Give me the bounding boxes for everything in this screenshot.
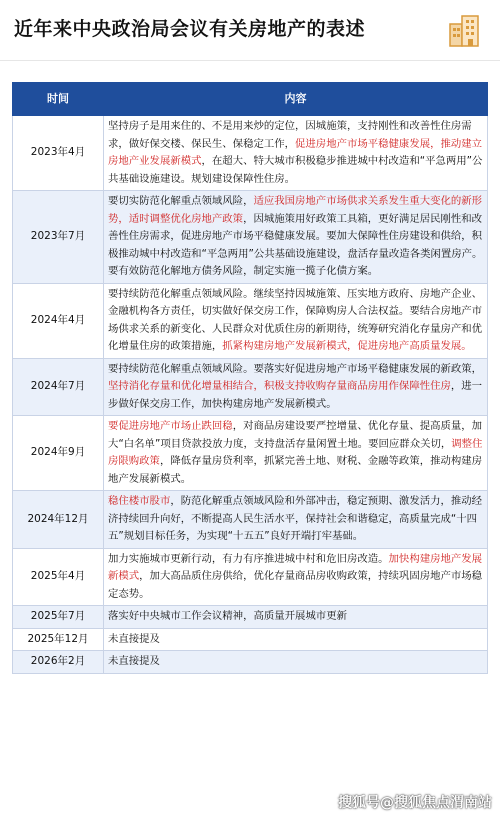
- highlighted-text: 稳住楼市股市: [108, 495, 171, 507]
- table-body: [13, 116, 488, 674]
- table-row: [13, 606, 488, 629]
- content-text: ，降低存量房贷利率，抓紧完善土地、财税、金融等政策，推动构建房地产发展新模式。: [108, 455, 483, 485]
- title-bar: [0, 0, 500, 61]
- table-row: [13, 283, 488, 358]
- page-title: 近年来中央政治局会议有关房地产的表述: [14, 18, 366, 40]
- content-text: ，因城施策用好政策工具箱，更好满足居民刚性和改善性住房需求，促进房地产市场平稳健康发展。要加大保障性住房建设和供给，积极推动城中村改造和“平急两用”公共基础设施建设，盘活存量改造各类闲置房产。要有效防范化解地方债务风险，制定实施一揽子化债方案。: [108, 212, 483, 277]
- row-content: [104, 628, 488, 651]
- table-row: [13, 116, 488, 191]
- highlighted-text: 适应我国房地产市场供求关系发生重大变化的新形势，适时调整优化房地产政策: [108, 195, 483, 225]
- highlighted-text: 调整住房限购政策: [108, 437, 483, 467]
- row-time: 2024年12月: [13, 491, 104, 549]
- table-row: [13, 651, 488, 674]
- row-content: [104, 191, 488, 284]
- table-row: [13, 491, 488, 549]
- content-text: 坚持房子是用来住的、不是用来炒的定位，因城施策，支持刚性和改善性住房需求，做好保交楼、保民生、保稳定工作，: [108, 120, 472, 150]
- highlighted-text: 抓紧构建房地产发展新模式，促进房地产高质量发展。: [222, 340, 472, 352]
- table-row: [13, 191, 488, 284]
- highlighted-text: 坚持消化存量和优化增量相结合，积极支持收购存量商品房用作保障性住房: [108, 380, 451, 392]
- row-time: 2024年7月: [13, 358, 104, 416]
- table-row: [13, 358, 488, 416]
- content-text: 要持续防范化解重点领域风险。继续坚持因城施策、压实地方政府、房地产企业、金融机构各方责任，切实做好保交房工作，保障购房人合法权益。要结合房地产市场供求关系的新变化、人民群众对优质住房的新期待，统筹研究消化存量房产和优化增量住房的政策措施，: [108, 287, 483, 352]
- row-content: [104, 116, 488, 191]
- row-content: [104, 606, 488, 629]
- highlighted-text: 要促进房地产市场止跌回稳: [108, 420, 233, 432]
- row-time: 2026年2月: [13, 651, 104, 674]
- row-content: [104, 358, 488, 416]
- building-logo-icon: [448, 12, 482, 48]
- highlighted-text: 加快构建房地产发展新模式: [108, 552, 483, 582]
- content-text: 未直接提及: [108, 655, 160, 667]
- table-row: [13, 628, 488, 651]
- content-text: ，加大高品质住房供给，优化存量商品房收购政策，持续巩固房地产市场稳定态势。: [108, 570, 483, 600]
- row-time: 2023年7月: [13, 191, 104, 284]
- table-header-row: [13, 83, 488, 116]
- row-content: [104, 651, 488, 674]
- watermark: 搜狐号@搜狐焦点渭南站: [338, 795, 492, 811]
- row-time: 2024年4月: [13, 283, 104, 358]
- column-header-time: 时间: [13, 83, 104, 116]
- row-time: 2024年9月: [13, 416, 104, 491]
- row-time: 2025年7月: [13, 606, 104, 629]
- row-content: [104, 548, 488, 606]
- content-text: ，在超大、特大城市积极稳步推进城中村改造和“平急两用”公共基础设施建设。规划建设保障性住房。: [108, 155, 483, 185]
- content-text: 要切实防范化解重点领域风险，: [108, 195, 254, 207]
- content-text: 未直接提及: [108, 632, 160, 645]
- row-time: 2025年12月: [13, 628, 104, 651]
- content-text: ，防范化解重点领域风险和外部冲击，稳定预期、激发活力，推动经济持续回升向好，不断提高人民生活水平，保持社会和谐稳定，高质量完成“十四五”规划目标任务，为实现“十五五”良好开端打牢基础。: [108, 495, 483, 542]
- row-time: 2023年4月: [13, 116, 104, 191]
- policy-table: [12, 82, 488, 674]
- content-text: 要持续防范化解重点领域风险。要落实好促进房地产市场平稳健康发展的新政策，: [108, 362, 483, 375]
- content-text: 落实好中央城市工作会议精神，高质量开展城市更新: [108, 610, 347, 622]
- column-header-content: 内容: [104, 83, 488, 116]
- row-content: [104, 416, 488, 491]
- table-row: [13, 548, 488, 606]
- table-row: [13, 416, 488, 491]
- row-content: [104, 283, 488, 358]
- row-content: [104, 491, 488, 549]
- content-text: ，进一步做好保交房工作，加快构建房地产发展新模式。: [108, 380, 483, 410]
- row-time: 2025年4月: [13, 548, 104, 606]
- content-text: ，对商品房建设要严控增量、优化存量、提高质量，加大“白名单”项目贷款投放力度，支持盘活存量闲置土地。要回应群众关切，: [108, 420, 483, 450]
- content-text: 加力实施城市更新行动，有力有序推进城中村和危旧房改造。: [108, 552, 389, 565]
- highlighted-text: 促进房地产市场平稳健康发展，推动建立房地产业发展新模式: [108, 137, 483, 167]
